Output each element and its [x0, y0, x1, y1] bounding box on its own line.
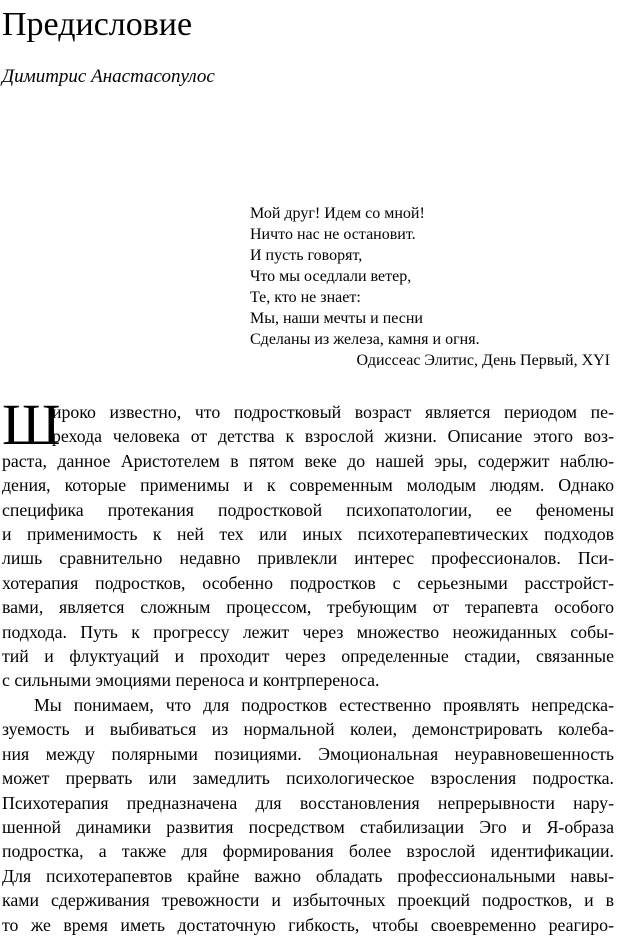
epigraph — [250, 203, 610, 371]
text-line: раста, данное Аристотелем в пятом веке до нашей эры, содержит наблю- — [2, 450, 614, 471]
text-line: тий и флуктуаций и проходит через определенные стадии, связанные — [2, 646, 614, 667]
text-line: вами, является сложным процессом, требующим от терапевта особого — [2, 597, 614, 618]
text-line: рехода человека от детства к взрослой жизни. Описание этого воз- — [52, 426, 614, 447]
text-line: ния между полярными позициями. Эмоциональная неуравновешенность — [2, 743, 614, 764]
epigraph-line: Сделаны из железа, камня и огня. — [250, 331, 480, 348]
epigraph-line: Те, кто не знает: — [250, 289, 361, 306]
text-line: шенной динамики развития посредством стабилизации Эго и Я-образа — [2, 816, 614, 837]
text-line: ироко известно, что подростковый возраст является периодом пе- — [52, 402, 614, 422]
epigraph-source: Одиссеас Элитис, День Первый, XYI — [356, 352, 610, 369]
text-line: может прервать или замедлить психологическое взросления подростка. — [2, 768, 614, 789]
text-line: лишь сравнительно недавно привлекли интерес профессионалов. Пси- — [2, 548, 614, 569]
text-line: хотерапия подростков, особенно подростков с серьезными расстройст- — [2, 572, 614, 593]
text-line: Мы понимаем, что для подростков естественно проявлять непредска- — [34, 694, 614, 715]
chapter-title: Предисловие — [2, 6, 193, 43]
body-text — [2, 392, 614, 937]
text-line: дения, которые применимы и к современным молодым людям. Однако — [2, 475, 614, 496]
epigraph-line: Что мы оседлали ветер, — [250, 268, 412, 285]
text-line: специфика протекания подростковой психопатологии, ее феномены — [2, 499, 614, 520]
text-line: ками сдерживания тревожности и избыточных проекций подростков, и в — [2, 890, 614, 911]
epigraph-line: Ничто нас не остановит. — [250, 226, 416, 243]
text-line: Для психотерапевтов крайне важно обладать профессиональными навы- — [2, 865, 614, 886]
drop-cap: Ш — [2, 392, 61, 457]
text-line: подростка, а также для формирования более взрослой идентификации. — [2, 841, 614, 862]
text-line: то же время иметь достаточную гибкость, чтобы своевременно реагиро- — [2, 914, 614, 935]
text-line: подхода. Путь к прогрессу лежит через множество неожиданных собы- — [2, 621, 614, 642]
epigraph-line: Мой друг! Идем со мной! — [250, 205, 425, 222]
text-line: и применимость к ней тех или иных психотерапевтических подходов — [2, 524, 614, 545]
chapter-author: Димитрис Анастасопулос — [2, 66, 215, 87]
text-line: зуемость и выбиваться из нормальной колеи, демонстрировать колеба- — [2, 719, 614, 740]
text-line: с сильными эмоциями переноса и контрпереноса. — [2, 670, 380, 691]
epigraph-line: И пусть говорят, — [250, 247, 363, 264]
epigraph-line: Мы, наши мечты и песни — [250, 310, 423, 327]
text-line: Психотерапия предназначена для восстановления непрерывности нару- — [2, 792, 614, 813]
